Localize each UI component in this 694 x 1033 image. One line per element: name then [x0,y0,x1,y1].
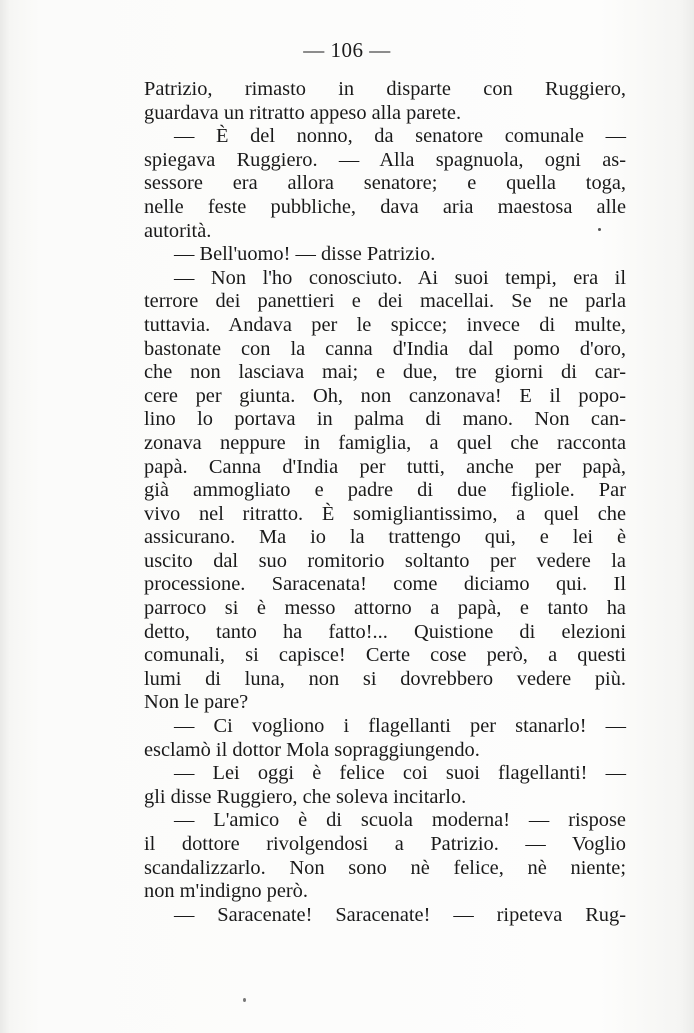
page-number: — 106 — [303,38,391,62]
text-line: cere per giunta. Oh, non canzonava! E il popo- [144,384,626,407]
text-line: — Lei oggi è felice coi suoi flagellanti! — [174,762,626,785]
paper-speck [598,228,601,231]
text-line: bastonate con la canna d'India dal pomo d'oro, [144,337,626,360]
text-line: processione. Saracenata! come diciamo qui. Il [144,573,626,596]
text-line: — Bell'uomo! — disse Patrizio. [174,243,436,266]
text-line: già ammogliato e padre di due figliole. Par [144,479,626,502]
text-line: esclamò il dottor Mola sopraggiungendo. [144,738,480,761]
text-line: detto, tanto ha fatto!... Quistione di elezioni [144,620,626,643]
text-line: — Saracenate! Saracenate! — ripeteva Rug- [174,903,626,926]
text-line: papà. Canna d'India per tutti, anche per papà, [144,455,626,478]
text-line: tuttavia. Andava per le spicce; invece di multe, [144,313,626,336]
text-line: Patrizio, rimasto in disparte con Ruggiero, [144,78,626,100]
text-line: non m'indigno però. [144,880,308,903]
text-line: sessore era allora senatore; e quella toga, [144,172,626,195]
text-line: che non lasciava mai; e due, tre giorni di car- [144,361,626,384]
text-line: lino lo portava in palma di mano. Non can- [144,408,626,431]
text-line: parroco si è messo attorno a papà, e tanto ha [144,597,626,620]
text-line: spiegava Ruggiero. — Alla spagnuola, ogni as- [144,148,626,171]
text-line: — L'amico è di scuola moderna! — rispose [174,809,626,832]
text-line: nelle feste pubbliche, dava aria maestosa alle [144,195,626,218]
text-line: vivo nel ritratto. È somigliantissimo, a quel che [144,502,626,525]
text-line: — È del nonno, da senatore comunale — [174,125,626,148]
text-line: assicurano. Ma io la trattengo qui, e lei è [144,526,626,549]
text-line: guardava un ritratto appeso alla parete. [144,101,462,124]
text-line: uscito dal suo romitorio soltanto per vedere la [144,549,626,572]
text-line: — Ci vogliono i flagellanti per stanarlo! — [174,715,626,738]
text-line: terrore dei panettieri e dei macellai. Se ne parla [144,290,626,313]
text-line: scandalizzarlo. Non sono nè felice, nè niente; [144,856,626,879]
text-line: Non le pare? [144,691,249,714]
text-line: — Non l'ho conosciuto. Ai suoi tempi, era il [174,266,626,289]
body-text [144,78,626,927]
text-line: gli disse Ruggiero, che soleva incitarlo. [144,785,467,808]
paper-speck [243,998,246,1002]
text-line: il dottore rivolgendosi a Patrizio. — Voglio [144,833,626,855]
text-line: autorità. [144,219,212,242]
text-line: zonava neppure in famiglia, a quel che racconta [144,431,626,454]
text-line: lumi di luna, non si dovrebbero vedere più. [144,667,626,690]
text-line: comunali, si capisce! Certe cose però, a questi [144,644,626,667]
